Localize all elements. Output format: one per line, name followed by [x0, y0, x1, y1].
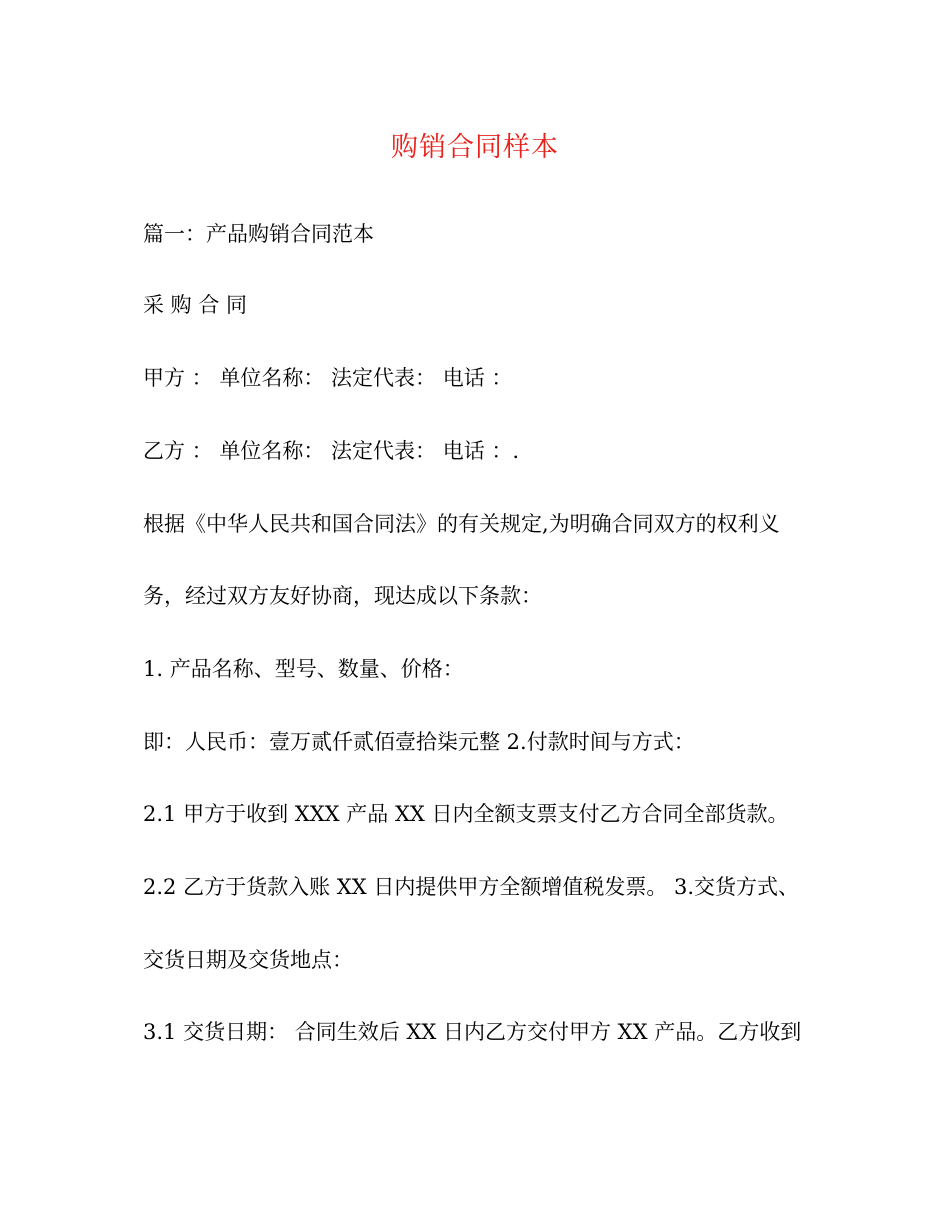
- body-paragraph-line: 务，经过双方友好协商，现达成以下条款：: [143, 584, 542, 608]
- clause-line: 2.2 乙方于货款入账 XX 日内提供甲方全额增值税发票。 3.交货方式、: [143, 875, 800, 899]
- clause-line: 1. 产品名称、型号、数量、价格：: [143, 657, 464, 681]
- clause-line: 即：人民币：壹万贰仟贰佰壹拾柒元整 2.付款时间与方式：: [143, 730, 695, 754]
- clause-line: 3.1 交货日期： 合同生效后 XX 日内乙方交付甲方 XX 产品。乙方收到: [143, 1020, 802, 1044]
- clause-line: 2.1 甲方于收到 XXX 产品 XX 日内全额支票支付乙方合同全部货款。: [143, 802, 789, 826]
- contract-heading: 采 购 合 同: [143, 293, 248, 317]
- clause-line: 交货日期及交货地点：: [143, 948, 353, 972]
- document-title: 购销合同样本: [391, 132, 559, 163]
- party-b-line: 乙方 ： 单位名称： 法定代表： 电话 ：.: [143, 439, 520, 463]
- party-a-line: 甲方 ： 单位名称： 法定代表： 电话 ：: [143, 366, 513, 390]
- body-paragraph-line: 根据《中华人民共和国合同法》的有关规定,为明确合同双方的权利义: [143, 512, 780, 536]
- section-heading: 篇一：产品购销合同范本: [143, 222, 374, 246]
